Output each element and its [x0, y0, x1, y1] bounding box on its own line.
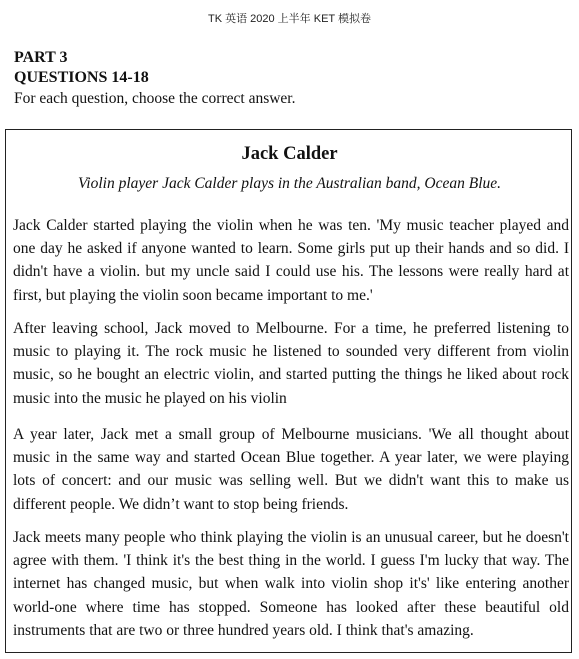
- article-paragraph-2: After leaving school, Jack moved to Melbourne. For a time, he preferred listening to music to playing it. The rock music he listened to sounded very different from violin music, so he bought an electric violin, and started putting the things he liked about rock music into the music he played on his violin: [13, 320, 569, 407]
- article-paragraph-4: Jack meets many people who think playing the violin is an unusual career, but he doesn't agree with them. 'I think it's the best thing in the world. I guess I'm lucky that way. The internet has changed music, but when walk into violin shop it's' like entering another world-one where time has stopped. Someone has looked after these beautiful old instruments that are two or three hundred years old. I think that's amazing.: [13, 529, 569, 639]
- article-title: Jack Calder: [241, 144, 338, 164]
- article-subtitle: Violin player Jack Calder plays in the Australian band, Ocean Blue.: [77, 175, 502, 192]
- questions-heading: QUESTIONS 14-18: [14, 69, 149, 86]
- article-paragraph-1: Jack Calder started playing the violin when he was ten. 'My music teacher played and one day he asked if anyone wanted to learn. Some girls put up their hands and so did. I didn't have a violin. but my uncle said I could use his. The lessons were really hard at first, but playing the violin soon became important to me.': [13, 217, 569, 304]
- part-heading: PART 3: [14, 49, 68, 66]
- instruction-text: For each question, choose the correct answer.: [14, 90, 296, 107]
- article-paragraph-3: A year later, Jack met a small group of Melbourne musicians. 'We all thought about music in the same way and started Ocean Blue together. A year later, we were playing lots of concert: and our music was selling well. But we didn't want this to make us different people. We didn’t want to stop being friends.: [13, 426, 569, 513]
- page-header: TK 英语 2020 上半年 KET 模拟卷: [207, 13, 371, 25]
